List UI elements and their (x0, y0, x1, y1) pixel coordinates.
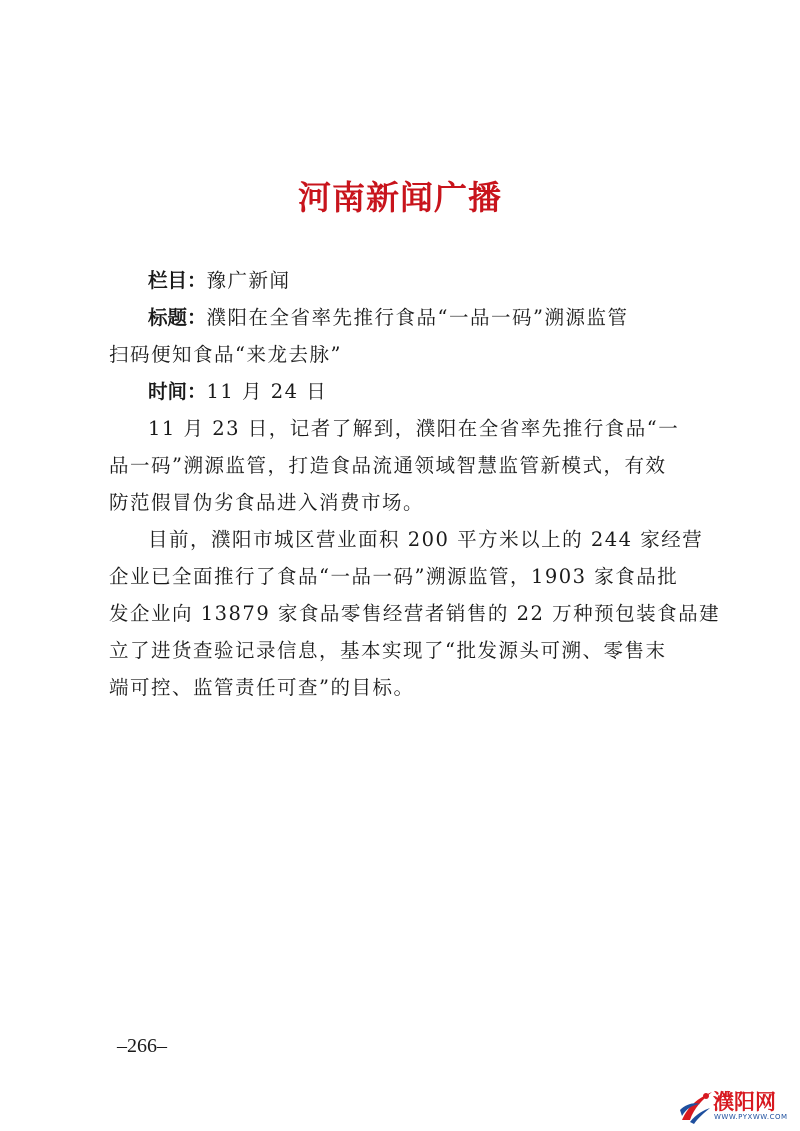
pyxww-logo-icon (676, 1086, 716, 1128)
column-value: 豫广新闻 (206, 269, 291, 292)
paragraph-1 (109, 410, 694, 521)
time-label: 时间： (148, 380, 207, 403)
watermark-name: 濮阳网 (713, 1090, 776, 1114)
paragraph-line: 立了进货查验记录信息，基本实现了“批发源头可溯、零售末 (109, 639, 667, 662)
headline-continuation (109, 336, 694, 373)
document-title: 河南新闻广播 (298, 178, 502, 217)
page-number: –266– (117, 1035, 167, 1057)
watermark-logo (676, 1086, 796, 1128)
paragraph-line: 防范假冒伪劣食品进入消费市场。 (109, 491, 425, 514)
paragraph-line: 企业已全面推行了食品“一品一码”溯源监管，1903 家食品批 (109, 565, 679, 588)
headline-line-2: 扫码便知食品“来龙去脉” (109, 343, 342, 366)
headline-label: 标题： (148, 306, 207, 329)
paragraph-line: 品一码”溯源监管，打造食品流通领域智慧监管新模式，有效 (109, 454, 667, 477)
paragraph-line: 端可控、监管责任可查”的目标。 (109, 676, 415, 699)
headline-row (109, 299, 694, 336)
paragraph-line: 11 月 23 日，记者了解到，濮阳在全省率先推行食品“一 (148, 417, 680, 440)
time-row (109, 373, 694, 410)
column-label: 栏目： (148, 269, 207, 292)
headline-line-1: 濮阳在全省率先推行食品“一品一码”溯源监管 (206, 306, 629, 329)
paragraph-line: 目前，濮阳市城区营业面积 200 平方米以上的 244 家经营 (148, 528, 704, 551)
paragraph-2 (109, 521, 721, 706)
time-value: 11 月 24 日 (206, 380, 328, 403)
watermark-url: WWW.PYXWW.COM (714, 1113, 788, 1121)
document-body (109, 262, 721, 706)
paragraph-line: 发企业向 13879 家食品零售经营者销售的 22 万种预包装食品建 (109, 602, 721, 625)
column-row (109, 262, 694, 299)
